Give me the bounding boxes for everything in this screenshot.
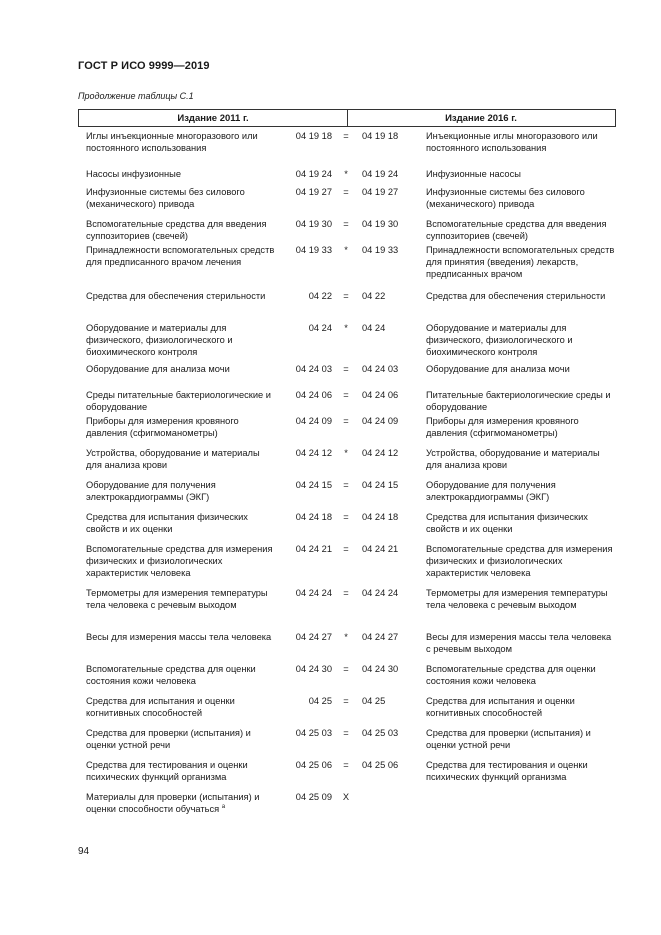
row-correspondence-mark: * — [344, 245, 348, 255]
row-name-text: Материалы для проверки (испытания) и оценки способности обучаться — [86, 792, 260, 814]
row-code-2011: 04 24 09 — [295, 416, 332, 426]
table-body — [78, 127, 616, 827]
row-code-2011: 04 19 30 — [295, 219, 332, 229]
row-code-2016: 04 19 30 — [362, 219, 399, 229]
row-code-2016: 04 24 12 — [362, 448, 399, 458]
row-correspondence-mark: = — [343, 728, 349, 738]
row-code-2011: 04 24 — [308, 323, 332, 333]
row-name-2016: Весы для измерения массы тела человека с речевым выходом — [426, 632, 612, 654]
row-name-2011: Средства для тестирования и оценки психических функций организма — [86, 760, 248, 782]
row-name-2016: Устройства, оборудование и материалы для анализа крови — [426, 448, 600, 470]
row-correspondence-mark: * — [344, 632, 348, 642]
row-correspondence-mark: = — [343, 390, 349, 400]
row-code-2011: 04 25 — [308, 696, 332, 706]
row-correspondence-mark: = — [343, 664, 349, 674]
row-code-2011: 04 24 30 — [295, 664, 332, 674]
row-code-2011: 04 24 06 — [295, 390, 332, 400]
row-name-2016: Питательные бактериологические среды и оборудование — [426, 390, 611, 412]
row-correspondence-mark: * — [344, 323, 348, 333]
row-name-2011: Вспомогательные средства для введения суппозиториев (свечей) — [86, 219, 267, 241]
row-code-2011: 04 24 15 — [295, 480, 332, 490]
row-name-2016: Приборы для измерения кровяного давления (сфигмоманометры) — [426, 416, 579, 438]
row-correspondence-mark: = — [343, 416, 349, 426]
row-name-2016: Оборудование для получения электрокардиограммы (ЭКГ) — [426, 480, 556, 502]
row-name-2016: Средства для обеспечения стерильности — [426, 291, 606, 301]
footnote-marker: a — [221, 803, 226, 810]
row-code-2011: 04 19 24 — [295, 169, 332, 179]
row-code-2016: 04 24 27 — [362, 632, 399, 642]
row-name-2016: Вспомогательные средства для измерения физических и физиологических характеристик человека — [426, 544, 613, 578]
row-name-2016: Термометры для измерения температуры тела человека с речевым выходом — [426, 588, 608, 610]
row-correspondence-mark: = — [343, 291, 349, 301]
row-code-2016: 04 24 18 — [362, 512, 399, 522]
row-code-2011: 04 25 03 — [295, 728, 332, 738]
row-name-2011: Средства для проверки (испытания) и оценки устной речи — [86, 728, 251, 750]
row-code-2011: 04 24 03 — [295, 364, 332, 374]
row-name-2016: Инфузионные системы без силового (механического) привода — [426, 187, 585, 209]
row-name-2011: Оборудование и материалы для физического, физиологического и биохимического контроля — [86, 323, 233, 357]
row-code-2016: 04 24 06 — [362, 390, 399, 400]
row-name-2011: Инфузионные системы без силового (механического) привода — [86, 187, 245, 209]
row-name-2011: Принадлежности вспомогательных средств для предписанного врачом лечения — [86, 245, 275, 267]
row-code-2011: 04 24 12 — [295, 448, 332, 458]
row-code-2011: 04 19 27 — [295, 187, 332, 197]
row-name-2011: Средства для обеспечения стерильности — [86, 291, 266, 301]
row-name-2016: Средства для испытания физических свойств и их оценки — [426, 512, 588, 534]
row-code-2016: 04 24 21 — [362, 544, 399, 554]
row-correspondence-mark: * — [344, 169, 348, 179]
doc-header: ГОСТ Р ИСО 9999—2019 — [78, 60, 210, 72]
row-code-2016: 04 24 30 — [362, 664, 399, 674]
row-code-2016: 04 19 24 — [362, 169, 399, 179]
row-correspondence-mark: X — [342, 792, 350, 802]
header-edition-2011: Издание 2011 г. — [177, 113, 249, 124]
row-code-2011: 04 19 33 — [295, 245, 332, 255]
row-name-2016: Оборудование и материалы для физического, физиологического и биохимического контроля — [426, 323, 573, 357]
row-code-2016: 04 25 — [362, 696, 386, 706]
row-name-2016: Инъекционные иглы многоразового или постоянного использования — [426, 131, 598, 153]
row-name-2016: Средства для тестирования и оценки психических функций организма — [426, 760, 588, 782]
row-name-2011: Вспомогательные средства для измерения физических и физиологических характеристик человека — [86, 544, 273, 578]
row-name-2016: Оборудование для анализа мочи — [426, 364, 570, 374]
row-code-2016: 04 25 03 — [362, 728, 399, 738]
row-code-2011: 04 24 24 — [295, 588, 332, 598]
row-name-2011: Оборудование для анализа мочи — [86, 364, 230, 374]
row-name-2011: Средства для испытания и оценки когнитивных способностей — [86, 696, 235, 718]
row-code-2011: 04 25 06 — [295, 760, 332, 770]
table-header — [78, 109, 616, 127]
row-name-2011: Среды питательные бактериологические и оборудование — [86, 390, 272, 412]
classification-table — [78, 109, 616, 827]
row-name-2011: Оборудование для получения электрокардиограммы (ЭКГ) — [86, 480, 216, 502]
row-correspondence-mark: = — [343, 696, 349, 706]
row-code-2011: 04 22 — [308, 291, 332, 301]
row-name-2016: Средства для проверки (испытания) и оценки устной речи — [426, 728, 591, 750]
row-name-2011: Насосы инфузионные — [86, 169, 181, 179]
row-name-2011: Вспомогательные средства для оценки состояния кожи человека — [86, 664, 256, 686]
row-code-2011: 04 24 27 — [295, 632, 332, 642]
row-code-2016: 04 24 15 — [362, 480, 399, 490]
row-name-2016: Средства для испытания и оценки когнитивных способностей — [426, 696, 575, 718]
row-name-2016: Вспомогательные средства для оценки состояния кожи человека — [426, 664, 596, 686]
row-name-2011: Приборы для измерения кровяного давления (сфигмоманометры) — [86, 416, 239, 438]
row-correspondence-mark: = — [343, 512, 349, 522]
row-name-2011: Иглы инъекционные многоразового или постоянного использования — [86, 131, 258, 153]
row-correspondence-mark: = — [343, 187, 349, 197]
page-number: 94 — [78, 846, 90, 857]
row-code-2016: 04 24 03 — [362, 364, 399, 374]
row-code-2016: 04 19 18 — [362, 131, 399, 141]
row-name-2016: Вспомогательные средства для введения суппозиториев (свечей) — [426, 219, 607, 241]
row-code-2016: 04 19 27 — [362, 187, 399, 197]
row-name-2011: Средства для испытания физических свойств и их оценки — [86, 512, 248, 534]
row-name-2011 — [86, 791, 276, 815]
header-edition-2016: Издание 2016 г. — [445, 113, 517, 124]
row-code-2016: 04 24 24 — [362, 588, 399, 598]
row-code-2016: 04 25 06 — [362, 760, 399, 770]
row-code-2011: 04 24 21 — [295, 544, 332, 554]
row-name-2016: Инфузионные насосы — [426, 169, 521, 179]
row-name-2011: Термометры для измерения температуры тела человека с речевым выходом — [86, 588, 268, 610]
row-correspondence-mark: = — [343, 760, 349, 770]
row-correspondence-mark: * — [344, 448, 348, 458]
row-code-2016: 04 24 09 — [362, 416, 399, 426]
row-name-2011: Устройства, оборудование и материалы для анализа крови — [86, 448, 260, 470]
table-caption: Продолжение таблицы С.1 — [78, 91, 194, 101]
row-correspondence-mark: = — [343, 480, 349, 490]
row-code-2016: 04 22 — [362, 291, 386, 301]
row-correspondence-mark: = — [343, 219, 349, 229]
row-correspondence-mark: = — [343, 131, 349, 141]
row-name-2016: Принадлежности вспомогательных средств для принятия (введения) лекарств, предписанных врачом — [426, 245, 615, 279]
row-correspondence-mark: = — [343, 364, 349, 374]
row-code-2011: 04 19 18 — [295, 131, 332, 141]
row-correspondence-mark: = — [343, 544, 349, 554]
row-code-2016: 04 24 — [362, 323, 386, 333]
row-code-2011: 04 25 09 — [295, 792, 332, 802]
row-name-2011: Весы для измерения массы тела человека — [86, 632, 272, 642]
row-correspondence-mark: = — [343, 588, 349, 598]
row-code-2011: 04 24 18 — [295, 512, 332, 522]
row-code-2016: 04 19 33 — [362, 245, 399, 255]
